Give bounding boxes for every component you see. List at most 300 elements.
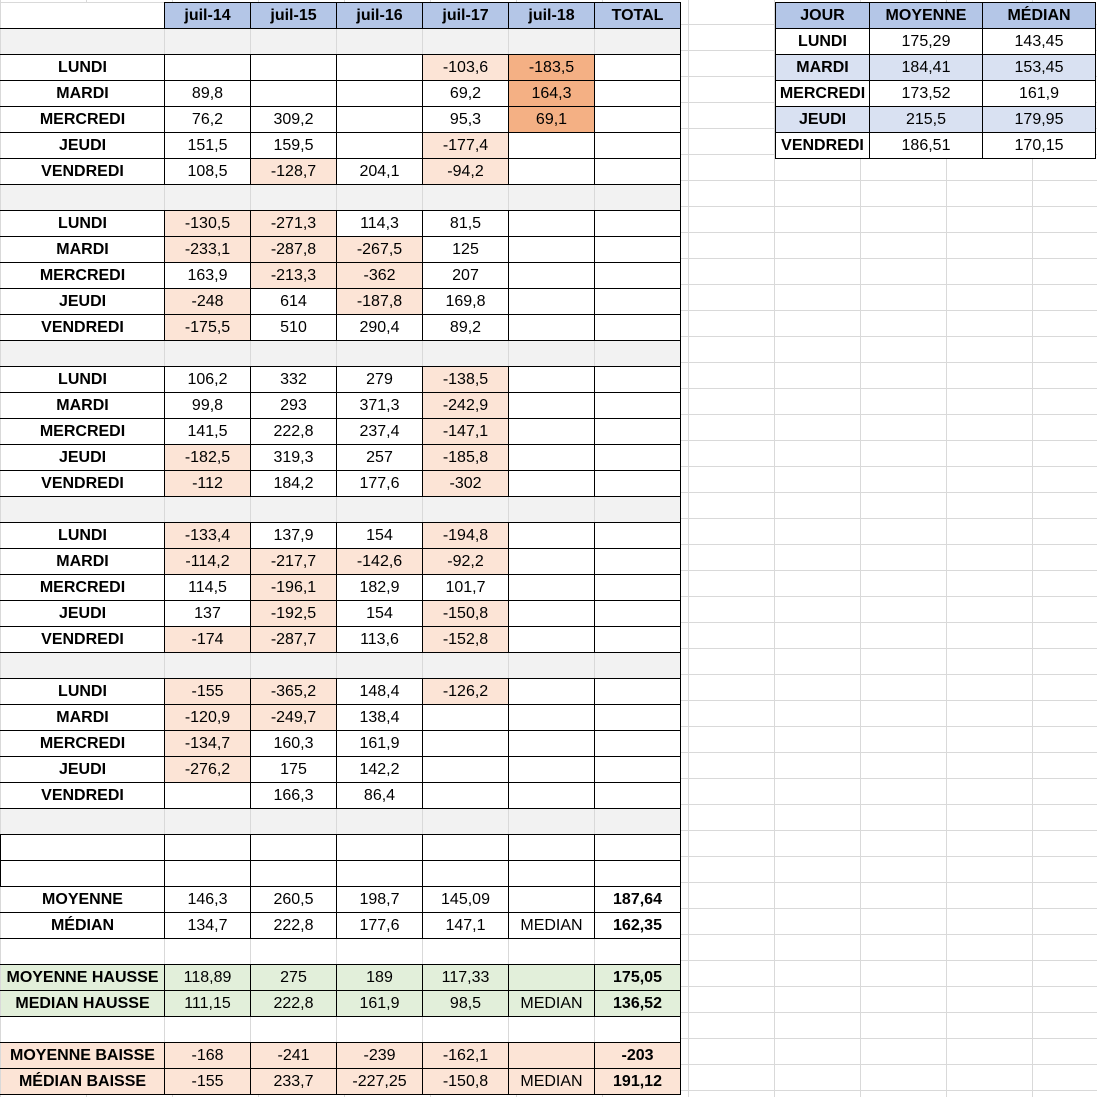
value-cell[interactable]: -242,9 (423, 393, 509, 419)
summary-column-header[interactable]: JOUR (776, 3, 870, 29)
summary-day-label[interactable]: MARDI (776, 55, 870, 81)
empty-cell[interactable] (423, 861, 509, 887)
value-cell[interactable]: 279 (337, 367, 423, 393)
value-cell[interactable]: 614 (251, 289, 337, 315)
value-cell[interactable]: 257 (337, 445, 423, 471)
value-cell[interactable]: 237,4 (337, 419, 423, 445)
stat-value[interactable]: 111,15 (165, 991, 251, 1017)
value-cell[interactable]: 137 (165, 601, 251, 627)
stat-value[interactable]: -150,8 (423, 1069, 509, 1095)
spacer-cell[interactable] (1, 1017, 165, 1043)
spacer-cell[interactable] (165, 1017, 251, 1043)
separator-cell[interactable] (423, 341, 509, 367)
separator-cell[interactable] (251, 809, 337, 835)
value-cell[interactable]: -183,5 (509, 55, 595, 81)
value-cell[interactable]: 113,6 (337, 627, 423, 653)
empty-cell[interactable] (423, 835, 509, 861)
value-cell[interactable]: 89,2 (423, 315, 509, 341)
value-cell[interactable]: -248 (165, 289, 251, 315)
empty-cell[interactable] (509, 835, 595, 861)
separator-cell[interactable] (509, 341, 595, 367)
value-cell[interactable]: -267,5 (337, 237, 423, 263)
total-cell[interactable] (595, 315, 681, 341)
value-cell[interactable]: 163,9 (165, 263, 251, 289)
total-cell[interactable] (595, 731, 681, 757)
empty-cell[interactable] (1, 835, 165, 861)
value-cell[interactable]: 101,7 (423, 575, 509, 601)
total-cell[interactable] (595, 523, 681, 549)
value-cell[interactable]: -194,8 (423, 523, 509, 549)
stat-total[interactable]: 191,12 (595, 1069, 681, 1095)
value-cell[interactable] (509, 393, 595, 419)
summary-value[interactable]: 175,29 (870, 29, 983, 55)
column-header[interactable]: TOTAL (595, 3, 681, 29)
total-cell[interactable] (595, 445, 681, 471)
value-cell[interactable]: -192,5 (251, 601, 337, 627)
separator-cell[interactable] (595, 29, 681, 55)
value-cell[interactable]: -182,5 (165, 445, 251, 471)
summary-column-header[interactable]: MOYENNE (870, 3, 983, 29)
value-cell[interactable]: 95,3 (423, 107, 509, 133)
value-cell[interactable]: -114,2 (165, 549, 251, 575)
total-cell[interactable] (595, 393, 681, 419)
value-cell[interactable]: 293 (251, 393, 337, 419)
stat-value[interactable]: MEDIAN (509, 991, 595, 1017)
value-cell[interactable]: -94,2 (423, 159, 509, 185)
value-cell[interactable]: 142,2 (337, 757, 423, 783)
separator-cell[interactable] (165, 29, 251, 55)
value-cell[interactable] (509, 601, 595, 627)
total-cell[interactable] (595, 55, 681, 81)
value-cell[interactable]: 184,2 (251, 471, 337, 497)
corner-cell[interactable] (1, 3, 165, 29)
value-cell[interactable] (509, 263, 595, 289)
summary-column-header[interactable]: MÉDIAN (983, 3, 1096, 29)
total-cell[interactable] (595, 211, 681, 237)
separator-cell[interactable] (337, 185, 423, 211)
column-header[interactable]: juil-18 (509, 3, 595, 29)
value-cell[interactable]: 138,4 (337, 705, 423, 731)
value-cell[interactable] (337, 55, 423, 81)
value-cell[interactable]: 222,8 (251, 419, 337, 445)
empty-cell[interactable] (251, 835, 337, 861)
value-cell[interactable] (509, 237, 595, 263)
value-cell[interactable]: -103,6 (423, 55, 509, 81)
stat-label[interactable]: MOYENNE BAISSE (1, 1043, 165, 1069)
empty-cell[interactable] (337, 861, 423, 887)
value-cell[interactable] (509, 419, 595, 445)
summary-value[interactable]: 215,5 (870, 107, 983, 133)
separator-cell[interactable] (251, 497, 337, 523)
column-header[interactable]: juil-16 (337, 3, 423, 29)
value-cell[interactable]: 319,3 (251, 445, 337, 471)
separator-cell[interactable] (165, 809, 251, 835)
stat-value[interactable]: 147,1 (423, 913, 509, 939)
separator-cell[interactable] (1, 809, 165, 835)
stat-value[interactable]: 177,6 (337, 913, 423, 939)
day-label[interactable]: LUNDI (1, 523, 165, 549)
value-cell[interactable]: -213,3 (251, 263, 337, 289)
value-cell[interactable] (165, 55, 251, 81)
stat-value[interactable]: 275 (251, 965, 337, 991)
summary-value[interactable]: 161,9 (983, 81, 1096, 107)
spacer-cell[interactable] (509, 1017, 595, 1043)
value-cell[interactable]: 207 (423, 263, 509, 289)
stat-value[interactable]: -227,25 (337, 1069, 423, 1095)
total-cell[interactable] (595, 627, 681, 653)
spacer-cell[interactable] (595, 1017, 681, 1043)
column-header[interactable]: juil-14 (165, 3, 251, 29)
stat-value[interactable] (509, 1043, 595, 1069)
value-cell[interactable]: -147,1 (423, 419, 509, 445)
value-cell[interactable]: -249,7 (251, 705, 337, 731)
value-cell[interactable] (509, 367, 595, 393)
value-cell[interactable] (509, 133, 595, 159)
stat-value[interactable]: 222,8 (251, 913, 337, 939)
separator-cell[interactable] (251, 29, 337, 55)
summary-value[interactable]: 179,95 (983, 107, 1096, 133)
value-cell[interactable] (423, 731, 509, 757)
spacer-cell[interactable] (337, 939, 423, 965)
empty-cell[interactable] (509, 861, 595, 887)
separator-cell[interactable] (337, 341, 423, 367)
separator-cell[interactable] (337, 29, 423, 55)
value-cell[interactable]: 86,4 (337, 783, 423, 809)
spacer-cell[interactable] (337, 1017, 423, 1043)
value-cell[interactable]: 106,2 (165, 367, 251, 393)
separator-cell[interactable] (509, 29, 595, 55)
total-cell[interactable] (595, 601, 681, 627)
value-cell[interactable]: 69,2 (423, 81, 509, 107)
value-cell[interactable]: -134,7 (165, 731, 251, 757)
value-cell[interactable]: -196,1 (251, 575, 337, 601)
summary-value[interactable]: 173,52 (870, 81, 983, 107)
stat-value[interactable]: -155 (165, 1069, 251, 1095)
empty-cell[interactable] (165, 835, 251, 861)
value-cell[interactable] (509, 445, 595, 471)
day-label[interactable]: MARDI (1, 705, 165, 731)
value-cell[interactable]: -177,4 (423, 133, 509, 159)
stat-label[interactable]: MOYENNE (1, 887, 165, 913)
value-cell[interactable]: 160,3 (251, 731, 337, 757)
value-cell[interactable]: 108,5 (165, 159, 251, 185)
value-cell[interactable] (337, 81, 423, 107)
stat-value[interactable]: -168 (165, 1043, 251, 1069)
total-cell[interactable] (595, 107, 681, 133)
value-cell[interactable]: -185,8 (423, 445, 509, 471)
stat-label[interactable]: MÉDIAN BAISSE (1, 1069, 165, 1095)
value-cell[interactable] (509, 783, 595, 809)
summary-day-label[interactable]: VENDREDI (776, 133, 870, 159)
value-cell[interactable]: 99,8 (165, 393, 251, 419)
total-cell[interactable] (595, 705, 681, 731)
value-cell[interactable]: -271,3 (251, 211, 337, 237)
separator-cell[interactable] (337, 497, 423, 523)
day-label[interactable]: LUNDI (1, 211, 165, 237)
value-cell[interactable] (509, 627, 595, 653)
value-cell[interactable]: 125 (423, 237, 509, 263)
value-cell[interactable]: 182,9 (337, 575, 423, 601)
separator-cell[interactable] (509, 497, 595, 523)
separator-cell[interactable] (509, 185, 595, 211)
stat-value[interactable]: 189 (337, 965, 423, 991)
separator-cell[interactable] (337, 809, 423, 835)
value-cell[interactable]: -150,8 (423, 601, 509, 627)
day-label[interactable]: VENDREDI (1, 627, 165, 653)
spacer-cell[interactable] (509, 939, 595, 965)
stat-label[interactable]: MEDIAN HAUSSE (1, 991, 165, 1017)
stat-value[interactable] (509, 965, 595, 991)
value-cell[interactable] (509, 211, 595, 237)
stat-value[interactable]: 233,7 (251, 1069, 337, 1095)
value-cell[interactable] (509, 159, 595, 185)
total-cell[interactable] (595, 549, 681, 575)
value-cell[interactable] (251, 81, 337, 107)
value-cell[interactable] (337, 133, 423, 159)
value-cell[interactable] (509, 471, 595, 497)
value-cell[interactable]: 332 (251, 367, 337, 393)
day-label[interactable]: MERCREDI (1, 419, 165, 445)
separator-cell[interactable] (1, 497, 165, 523)
value-cell[interactable]: -175,5 (165, 315, 251, 341)
total-cell[interactable] (595, 471, 681, 497)
value-cell[interactable]: -276,2 (165, 757, 251, 783)
summary-value[interactable]: 170,15 (983, 133, 1096, 159)
day-label[interactable]: LUNDI (1, 679, 165, 705)
value-cell[interactable]: -365,2 (251, 679, 337, 705)
value-cell[interactable] (509, 315, 595, 341)
stat-value[interactable]: 146,3 (165, 887, 251, 913)
separator-cell[interactable] (595, 341, 681, 367)
value-cell[interactable]: -155 (165, 679, 251, 705)
value-cell[interactable]: 161,9 (337, 731, 423, 757)
day-label[interactable]: VENDREDI (1, 471, 165, 497)
total-cell[interactable] (595, 289, 681, 315)
separator-cell[interactable] (1, 341, 165, 367)
value-cell[interactable]: -126,2 (423, 679, 509, 705)
value-cell[interactable]: -112 (165, 471, 251, 497)
stat-total[interactable]: 136,52 (595, 991, 681, 1017)
day-label[interactable]: JEUDI (1, 133, 165, 159)
value-cell[interactable]: 169,8 (423, 289, 509, 315)
value-cell[interactable]: -233,1 (165, 237, 251, 263)
separator-cell[interactable] (595, 809, 681, 835)
spacer-cell[interactable] (423, 939, 509, 965)
spacer-cell[interactable] (595, 939, 681, 965)
value-cell[interactable]: -130,5 (165, 211, 251, 237)
value-cell[interactable]: -152,8 (423, 627, 509, 653)
day-label[interactable]: MARDI (1, 393, 165, 419)
separator-cell[interactable] (251, 185, 337, 211)
total-cell[interactable] (595, 419, 681, 445)
value-cell[interactable]: 177,6 (337, 471, 423, 497)
stat-value[interactable]: MEDIAN (509, 1069, 595, 1095)
empty-cell[interactable] (251, 861, 337, 887)
spacer-cell[interactable] (251, 939, 337, 965)
summary-day-label[interactable]: JEUDI (776, 107, 870, 133)
spacer-cell[interactable] (251, 1017, 337, 1043)
total-cell[interactable] (595, 263, 681, 289)
value-cell[interactable]: 154 (337, 601, 423, 627)
value-cell[interactable]: 309,2 (251, 107, 337, 133)
day-label[interactable]: JEUDI (1, 445, 165, 471)
empty-cell[interactable] (165, 861, 251, 887)
separator-cell[interactable] (509, 809, 595, 835)
value-cell[interactable]: 510 (251, 315, 337, 341)
total-cell[interactable] (595, 159, 681, 185)
stat-total[interactable]: 175,05 (595, 965, 681, 991)
spacer-cell[interactable] (165, 939, 251, 965)
stat-value[interactable]: MEDIAN (509, 913, 595, 939)
value-cell[interactable] (509, 705, 595, 731)
separator-cell[interactable] (423, 653, 509, 679)
separator-cell[interactable] (595, 497, 681, 523)
value-cell[interactable]: 154 (337, 523, 423, 549)
value-cell[interactable]: 166,3 (251, 783, 337, 809)
value-cell[interactable]: 81,5 (423, 211, 509, 237)
stat-value[interactable]: 117,33 (423, 965, 509, 991)
value-cell[interactable] (509, 731, 595, 757)
value-cell[interactable]: 204,1 (337, 159, 423, 185)
value-cell[interactable]: -138,5 (423, 367, 509, 393)
summary-value[interactable]: 143,45 (983, 29, 1096, 55)
total-cell[interactable] (595, 237, 681, 263)
separator-cell[interactable] (1, 653, 165, 679)
stat-value[interactable]: 118,89 (165, 965, 251, 991)
value-cell[interactable] (509, 549, 595, 575)
stat-value[interactable]: 145,09 (423, 887, 509, 913)
stat-value[interactable]: -241 (251, 1043, 337, 1069)
separator-cell[interactable] (423, 497, 509, 523)
separator-cell[interactable] (423, 185, 509, 211)
day-label[interactable]: VENDREDI (1, 159, 165, 185)
value-cell[interactable]: -217,7 (251, 549, 337, 575)
day-label[interactable]: JEUDI (1, 289, 165, 315)
separator-cell[interactable] (423, 809, 509, 835)
summary-day-label[interactable]: LUNDI (776, 29, 870, 55)
day-label[interactable]: MARDI (1, 81, 165, 107)
stat-value[interactable]: 260,5 (251, 887, 337, 913)
day-label[interactable]: LUNDI (1, 367, 165, 393)
column-header[interactable]: juil-17 (423, 3, 509, 29)
value-cell[interactable]: 137,9 (251, 523, 337, 549)
value-cell[interactable] (509, 757, 595, 783)
value-cell[interactable]: 175 (251, 757, 337, 783)
day-label[interactable]: MERCREDI (1, 731, 165, 757)
summary-value[interactable]: 184,41 (870, 55, 983, 81)
value-cell[interactable]: -142,6 (337, 549, 423, 575)
stat-value[interactable]: 98,5 (423, 991, 509, 1017)
total-cell[interactable] (595, 783, 681, 809)
empty-cell[interactable] (595, 835, 681, 861)
stat-total[interactable]: 187,64 (595, 887, 681, 913)
day-label[interactable]: MARDI (1, 549, 165, 575)
separator-cell[interactable] (509, 653, 595, 679)
value-cell[interactable]: -287,7 (251, 627, 337, 653)
total-cell[interactable] (595, 367, 681, 393)
separator-cell[interactable] (1, 185, 165, 211)
value-cell[interactable]: -92,2 (423, 549, 509, 575)
value-cell[interactable]: 114,3 (337, 211, 423, 237)
spacer-cell[interactable] (1, 939, 165, 965)
total-cell[interactable] (595, 81, 681, 107)
separator-cell[interactable] (251, 653, 337, 679)
separator-cell[interactable] (165, 341, 251, 367)
value-cell[interactable]: 114,5 (165, 575, 251, 601)
value-cell[interactable]: 76,2 (165, 107, 251, 133)
spacer-cell[interactable] (423, 1017, 509, 1043)
day-label[interactable]: JEUDI (1, 601, 165, 627)
separator-cell[interactable] (337, 653, 423, 679)
value-cell[interactable]: 69,1 (509, 107, 595, 133)
stat-label[interactable]: MOYENNE HAUSSE (1, 965, 165, 991)
separator-cell[interactable] (595, 185, 681, 211)
value-cell[interactable] (509, 679, 595, 705)
stat-value[interactable]: 198,7 (337, 887, 423, 913)
total-cell[interactable] (595, 133, 681, 159)
separator-cell[interactable] (165, 497, 251, 523)
value-cell[interactable]: 164,3 (509, 81, 595, 107)
value-cell[interactable]: 371,3 (337, 393, 423, 419)
day-label[interactable]: MERCREDI (1, 107, 165, 133)
separator-cell[interactable] (1, 29, 165, 55)
total-cell[interactable] (595, 757, 681, 783)
value-cell[interactable] (165, 783, 251, 809)
value-cell[interactable]: -128,7 (251, 159, 337, 185)
total-cell[interactable] (595, 575, 681, 601)
day-label[interactable]: MERCREDI (1, 575, 165, 601)
day-label[interactable]: LUNDI (1, 55, 165, 81)
value-cell[interactable]: -302 (423, 471, 509, 497)
stat-total[interactable]: -203 (595, 1043, 681, 1069)
day-label[interactable]: JEUDI (1, 757, 165, 783)
value-cell[interactable] (251, 55, 337, 81)
total-cell[interactable] (595, 679, 681, 705)
value-cell[interactable] (509, 289, 595, 315)
stat-value[interactable]: 222,8 (251, 991, 337, 1017)
value-cell[interactable]: 151,5 (165, 133, 251, 159)
day-label[interactable]: VENDREDI (1, 783, 165, 809)
value-cell[interactable]: 141,5 (165, 419, 251, 445)
value-cell[interactable] (509, 523, 595, 549)
column-header[interactable]: juil-15 (251, 3, 337, 29)
empty-cell[interactable] (1, 861, 165, 887)
value-cell[interactable]: 148,4 (337, 679, 423, 705)
separator-cell[interactable] (251, 341, 337, 367)
stat-value[interactable] (509, 887, 595, 913)
value-cell[interactable] (337, 107, 423, 133)
day-label[interactable]: VENDREDI (1, 315, 165, 341)
separator-cell[interactable] (423, 29, 509, 55)
stat-value[interactable]: 161,9 (337, 991, 423, 1017)
summary-day-label[interactable]: MERCREDI (776, 81, 870, 107)
value-cell[interactable] (509, 575, 595, 601)
separator-cell[interactable] (595, 653, 681, 679)
stat-value[interactable]: -239 (337, 1043, 423, 1069)
separator-cell[interactable] (165, 653, 251, 679)
value-cell[interactable]: 290,4 (337, 315, 423, 341)
stat-total[interactable]: 162,35 (595, 913, 681, 939)
value-cell[interactable]: 159,5 (251, 133, 337, 159)
value-cell[interactable]: -174 (165, 627, 251, 653)
value-cell[interactable]: -287,8 (251, 237, 337, 263)
empty-cell[interactable] (595, 861, 681, 887)
stat-value[interactable]: -162,1 (423, 1043, 509, 1069)
separator-cell[interactable] (165, 185, 251, 211)
summary-value[interactable]: 153,45 (983, 55, 1096, 81)
summary-value[interactable]: 186,51 (870, 133, 983, 159)
value-cell[interactable]: -362 (337, 263, 423, 289)
